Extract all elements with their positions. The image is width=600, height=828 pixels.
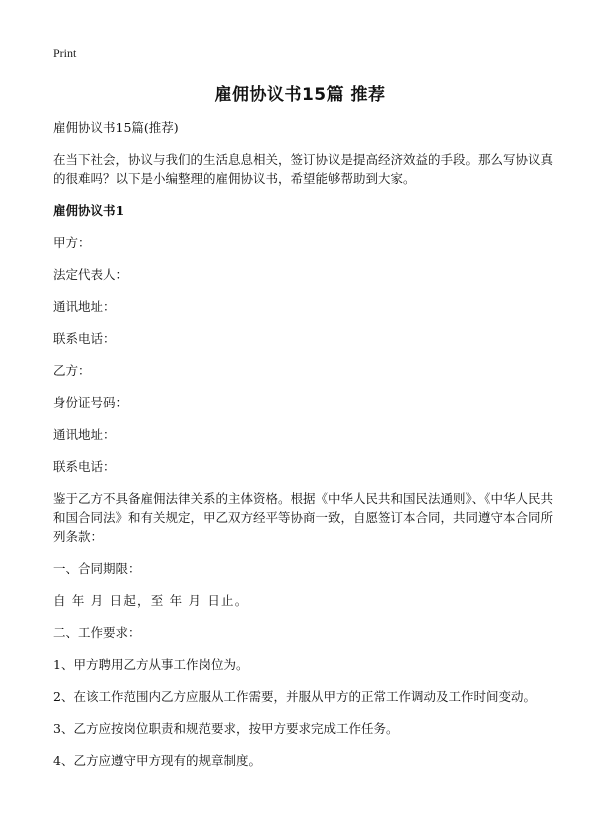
address-b-field: 通讯地址： bbox=[53, 427, 116, 442]
clause2-item-3: 3、乙方应按岗位职责和规范要求，按甲方要求完成工作任务。 bbox=[53, 721, 399, 736]
id-number-field: 身份证号码： bbox=[53, 395, 129, 410]
party-b-field: 乙方： bbox=[53, 363, 91, 378]
legal-rep-field: 法定代表人： bbox=[53, 267, 129, 282]
print-label: Print bbox=[53, 46, 77, 60]
document-body bbox=[53, 118, 553, 783]
preamble-paragraph: 鉴于乙方不具备雇佣法律关系的主体资格。根据《中华人民共和国民法通则》、《中华人民共和国合同法》和有关规定，甲乙双方经平等协商一致，自愿签订本合同，共同遵守本合同所列条款： bbox=[53, 491, 554, 544]
section-heading: 雇佣协议书1 bbox=[53, 203, 125, 218]
party-a-field: 甲方： bbox=[53, 235, 91, 250]
clause1-text: 自 年 月 日起，至 年 月 日止。 bbox=[53, 593, 249, 608]
clause2-item-1: 1、甲方聘用乙方从事工作岗位为。 bbox=[53, 657, 249, 672]
document-title: 雇佣协议书15篇 推荐 bbox=[214, 85, 386, 105]
clause2-item-2: 2、在该工作范围内乙方应服从工作需要，并服从甲方的正常工作调动及工作时间变动。 bbox=[53, 689, 536, 704]
phone-a-field: 联系电话： bbox=[53, 331, 116, 346]
phone-b-field: 联系电话： bbox=[53, 459, 116, 474]
clause2-title: 二、工作要求： bbox=[53, 625, 141, 640]
clause1-title: 一、合同期限： bbox=[53, 561, 141, 576]
address-a-field: 通讯地址： bbox=[53, 299, 116, 314]
document-subtitle: 雇佣协议书15篇(推荐) bbox=[53, 120, 179, 135]
clause2-item-4: 4、乙方应遵守甲方现有的规章制度。 bbox=[53, 753, 261, 768]
intro-paragraph: 在当下社会，协议与我们的生活息息相关，签订协议是提高经济效益的手段。那么写协议真的很难吗？以下是小编整理的雇佣协议书，希望能够帮助到大家。 bbox=[53, 152, 554, 186]
